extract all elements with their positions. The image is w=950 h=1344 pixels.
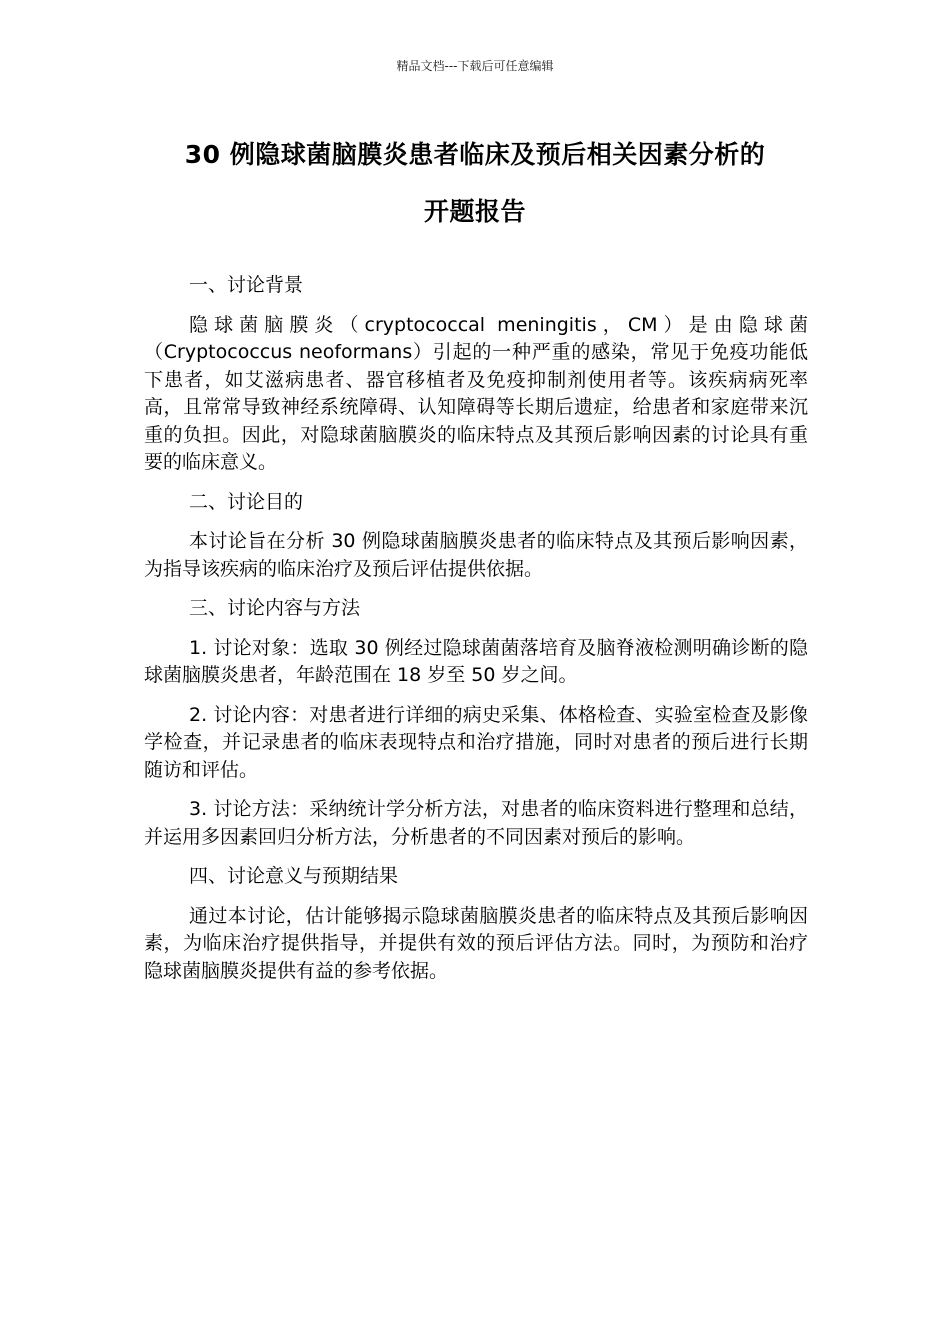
document-title-line-2: 开题报告 bbox=[423, 197, 526, 226]
section-heading-content-methods: 三、讨论内容与方法 bbox=[189, 597, 361, 619]
section-heading-purpose: 二、讨论目的 bbox=[189, 490, 304, 513]
section-heading-background: 一、讨论背景 bbox=[189, 274, 304, 296]
document-title-line-1: 30 例隐球菌脑膜炎患者临床及预后相关因素分析的 bbox=[184, 140, 766, 169]
section-heading-significance: 四、讨论意义与预期结果 bbox=[189, 865, 399, 887]
paragraph-subjects: 1. 讨论对象：选取 30 例经过隐球菌菌落培育及脑脊液检测明确诊断的隐球菌脑膜炎患者，年龄范围在 18 岁至 50 岁之间。 bbox=[144, 636, 808, 686]
paragraph-significance: 通过本讨论，估计能够揭示隐球菌脑膜炎患者的临床特点及其预后影响因素，为临床治疗提供指导，并提供有效的预后评估方法。同时，为预防和治疗隐球菌脑膜炎提供有益的参考依据。 bbox=[144, 904, 808, 982]
paragraph-content: 2. 讨论内容：对患者进行详细的病史采集、体格检查、实验室检查及影像学检查，并记录患者的临床表现特点和治疗措施，同时对患者的预后进行长期随访和评估。 bbox=[144, 703, 808, 781]
paragraph-methods: 3. 讨论方法：采纳统计学分析方法，对患者的临床资料进行整理和总结，并运用多因素回归分析方法，分析患者的不同因素对预后的影响。 bbox=[144, 798, 808, 848]
document-body bbox=[144, 272, 808, 997]
paragraph-purpose: 本讨论旨在分析 30 例隐球菌脑膜炎患者的临床特点及其预后影响因素，为指导该疾病的临床治疗及预后评估提供依据。 bbox=[144, 530, 808, 580]
header-note: 精品文档---下载后可任意编辑 bbox=[396, 59, 554, 73]
paragraph-background: 隐球菌脑膜炎（cryptococcal meningitis，CM）是由隐球菌（Cryptococcus neoformans）引起的一种严重的感染，常见于免疫功能低下患者，如艾滋病患者、器官移植者及免疫抑制剂使用者等。该疾病病死率高，且常常导致神经系统障碍、认知障碍等长期后遗症，给患者和家庭带来沉重的负担。因此，对隐球菌脑膜炎的临床特点及其预后影响因素的讨论具有重要的临床意义。 bbox=[144, 313, 808, 473]
